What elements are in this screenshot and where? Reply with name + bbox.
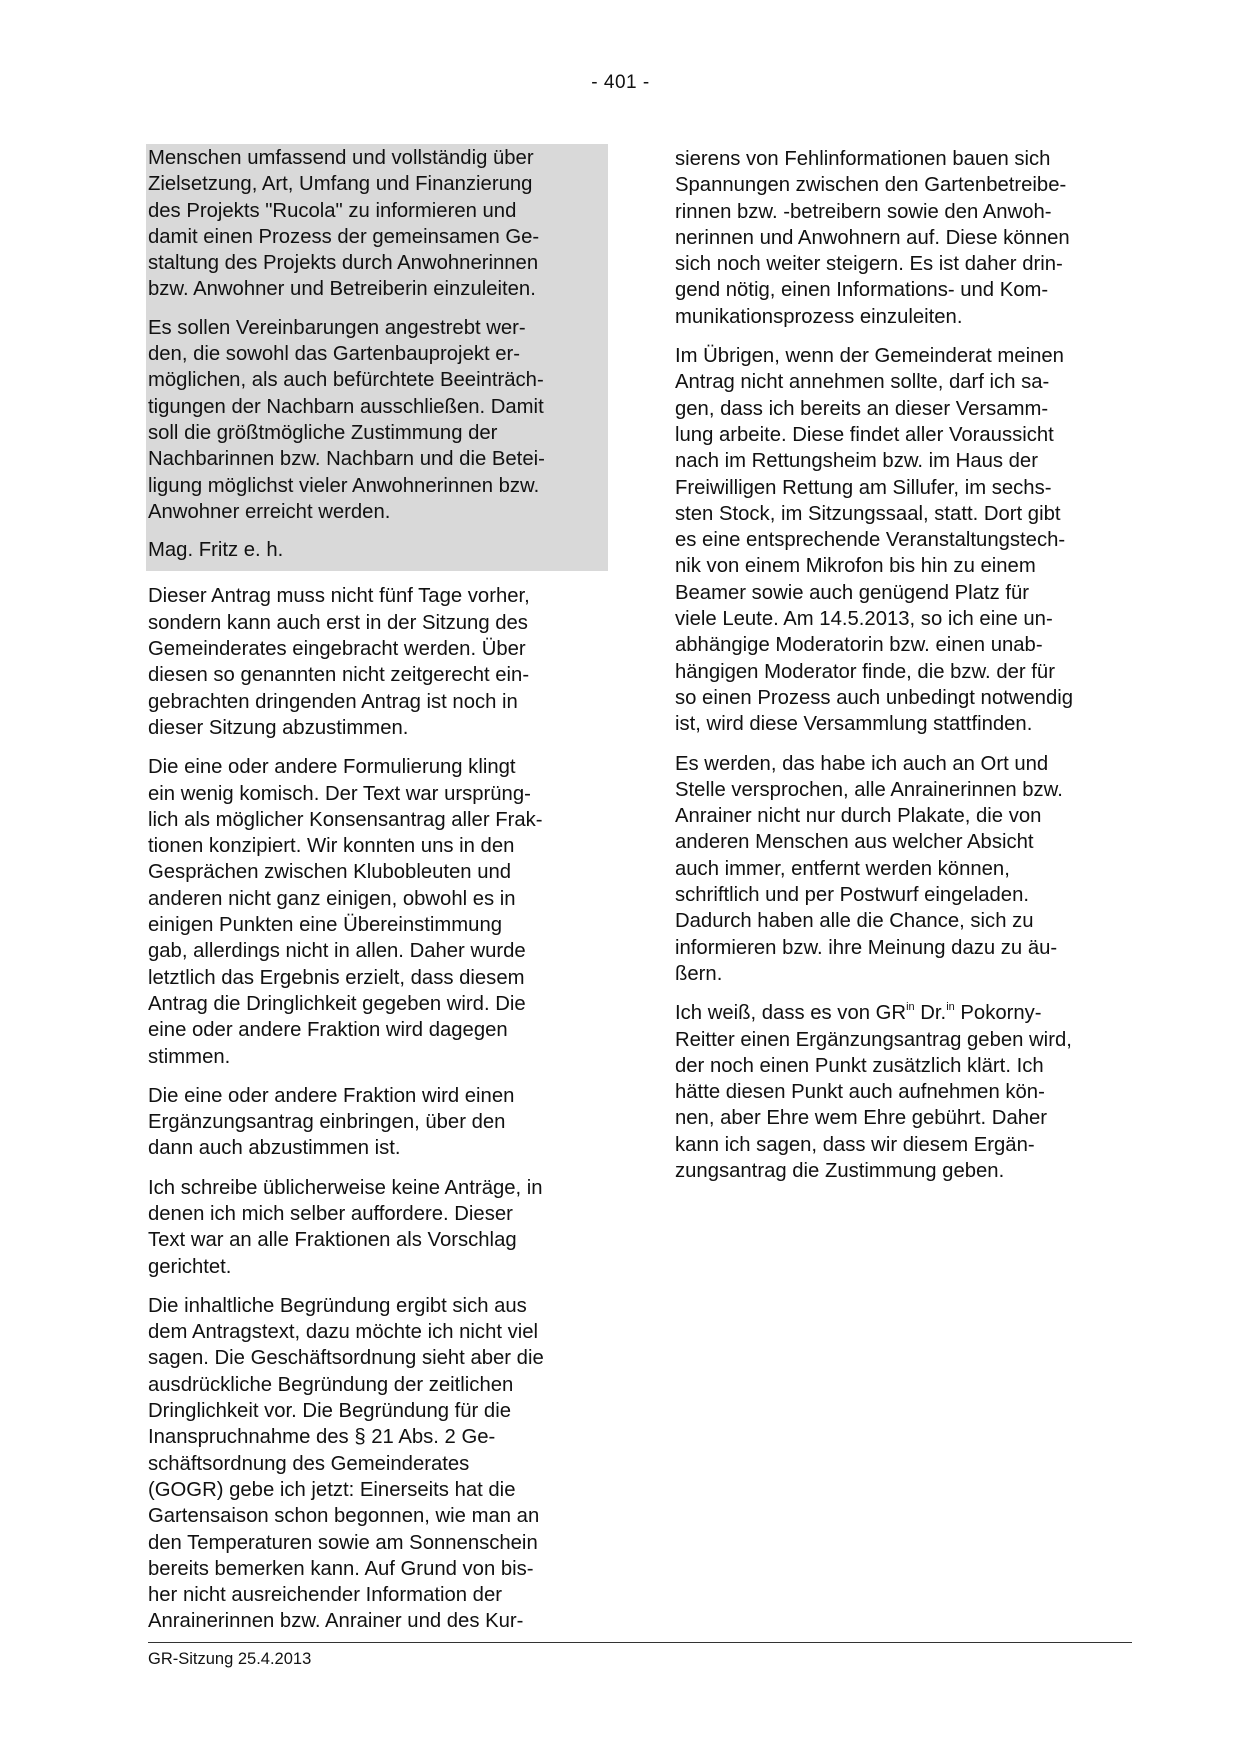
body-paragraph: Die eine oder andere Formulierung klingt ein wenig komisch. Der Text war ursprüng- lich als möglicher Konsensantrag aller Frak- tionen konzipiert. Wir konnten uns in den Gesprächen zwischen Klubobleuten und anderen nicht ganz einigen, obwohl es in einigen Punkten eine Übereinstimmung gab, allerdings nicht in allen. Daher wurde letztlich das Ergebnis erzielt, dass diesem Antrag die Dringlichkeit gegeben wird. Die eine oder andere Fraktion wird dagegen stimmen. [148, 756, 543, 1068]
superscript: in [906, 1001, 915, 1014]
right-column [675, 146, 1140, 1197]
body-paragraph: Die inhaltliche Begründung ergibt sich aus dem Antragstext, dazu möchte ich nicht viel sagen. Die Geschäftsordnung sieht aber die ausdrückliche Begründung der zeitlichen Dringlichkeit vor. Die Begründung für die Inanspruchnahme des § 21 Abs. 2 Ge- schäftsordnung des Gemeinderates (GOGR) gebe ich jetzt: Einerseits hat die Gartensaison schon begonnen, wie man an den Temperaturen sowie am Sonnenschein bereits bemerken kann. Auf Grund von bis- her nicht ausreichender Information der Anrainerinnen bzw. Anrainer und des Kur- [148, 1294, 544, 1633]
body-paragraph: Dieser Antrag muss nicht fünf Tage vorher, sondern kann auch erst in der Sitzung des Gemeinderates eingebracht werden. Über diesen so genannten nicht zeitgerecht ein- gebrachten dringenden Antrag ist noch in dieser Sitzung abzustimmen. [148, 585, 530, 739]
superscript: in [946, 1001, 955, 1014]
motion-signature: Mag. Fritz e. h. [148, 539, 284, 562]
body-paragraph: Es werden, das habe ich auch an Ort und Stelle versprochen, alle Anrainerinnen bzw. Anrainer nicht nur durch Plakate, die von anderen Menschen aus welcher Absicht auch immer, entfernt werden können, schriftlich und per Postwurf eingeladen. Dadurch haben alle die Chance, sich zu informieren bzw. ihre Meinung dazu zu äu- ßern. [675, 752, 1063, 985]
motion-paragraph: Es sollen Vereinbarungen angestrebt wer- den, die sowohl das Gartenbauprojekt er- möglichen, als auch befürchtete Beeinträch- tigungen der Nachbarn ausschließen. Damit soll die größtmögliche Zustimmung der Nachbarinnen bzw. Nachbarn und die Betei- ligung möglichst vieler Anwohnerinnen bzw. Anwohner erreicht werden. [148, 316, 545, 523]
text-mid: Dr. [914, 1002, 947, 1025]
text-rest: Pokorny- Reitter einen Ergänzungsantrag geben wird, der noch einen Punkt zusätzlich klärt. Ich hätte diesen Punkt auch aufnehmen kön- nen, aber Ehre wem Ehre gebührt. Daher kann ich sagen, dass wir diesem Ergän- zungsantrag die Zustimmung geben. [675, 1002, 1072, 1182]
body-paragraph: Die eine oder andere Fraktion wird einen Ergänzungsantrag einbringen, über den dann auch abzustimmen ist. [148, 1084, 515, 1160]
text-lead: Ich weiß, dass es von GR [675, 1002, 907, 1025]
footer-text: GR-Sitzung 25.4.2013 [148, 1650, 312, 1668]
motion-paragraph: Menschen umfassend und vollständig über Zielsetzung, Art, Umfang und Finanzierung des Projekts "Rucola" zu informieren und damit einen Prozess der gemeinsamen Ge- staltung des Projekts durch Anwohnerinnen bzw. Anwohner und Betreiberin einzuleiten. [148, 147, 540, 301]
body-paragraph: sierens von Fehlinformationen bauen sich Spannungen zwischen den Gartenbetreibe- rinnen bzw. -betreibern sowie den Anwoh- nerinnen und Anwohnern auf. Diese können sich noch weiter steigern. Es ist daher drin- gend nötig, einen Informations- und Kom- munikationsprozess einzuleiten. [675, 148, 1070, 328]
body-paragraph: Im Übrigen, wenn der Gemeinderat meinen Antrag nicht annehmen sollte, darf ich sa- gen, dass ich bereits an dieser Versamm- lung arbeite. Diese findet aller Voraussicht nach im Rettungsheim bzw. im Haus der Freiwilligen Rettung am Sillufer, im sechs- sten Stock, im Sitzungssaal, statt. Dort gibt es eine entsprechende Veranstaltungstech- nik von einem Mikrofon bis hin zu einem Beamer sowie auch genügend Platz für viele Leute. Am 14.5.2013, so ich eine un- abhängige Moderatorin bzw. einen unab- hängigen Moderator finde, die bzw. der für so einen Prozess auch unbedingt notwendig ist, wird diese Versammlung stattfinden. [675, 345, 1074, 736]
motion-text-box [146, 144, 608, 571]
body-paragraph-last [675, 1000, 1140, 1184]
footer-divider [148, 1642, 1132, 1643]
left-column [148, 146, 608, 1648]
body-paragraph: Ich schreibe üblicherweise keine Anträge, in denen ich mich selber auffordere. Dieser Text war an alle Fraktionen als Vorschlag gerichtet. [148, 1176, 543, 1278]
page-number: - 401 - [591, 72, 650, 93]
